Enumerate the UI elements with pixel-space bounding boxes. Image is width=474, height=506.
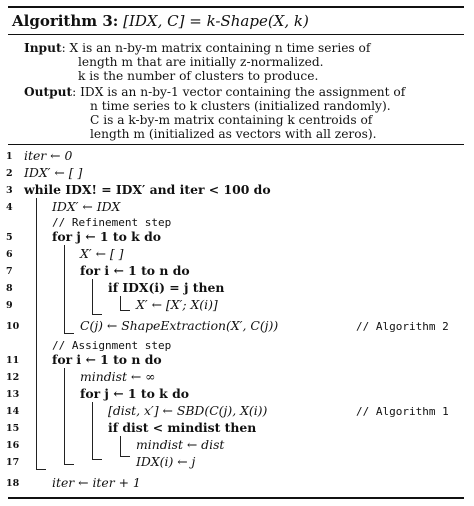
line-number-18: 18 (6, 478, 20, 489)
code-line-18: iter ← iter + 1 (52, 475, 141, 490)
if-dist-end (120, 456, 130, 457)
line-number-13: 13 (6, 389, 20, 400)
line-number-2: 2 (6, 168, 13, 179)
line-number-3: 3 (6, 185, 13, 196)
code-line-16: mindist ← dist (136, 437, 225, 452)
line-number-9: 9 (6, 300, 13, 311)
code-line-10: C(j) ← ShapeExtraction(X′, C(j)) (80, 318, 279, 333)
input-line-2: length m that are initially z-normalized. (78, 55, 324, 69)
comment-refinement: // Refinement step (52, 216, 172, 229)
code-line-1: iter ← 0 (24, 148, 73, 163)
for-j-refinement-line (64, 245, 65, 333)
line-number-5: 5 (6, 232, 13, 243)
line-number-4: 4 (6, 202, 13, 213)
output-line-4: length m (initialized as vectors with all zeros). (90, 127, 377, 141)
bottom-rule (8, 497, 464, 499)
if-idx-end (120, 310, 130, 311)
line-number-17: 17 (6, 457, 20, 468)
output-line-3: C is a k-by-m matrix containing k centroids of (90, 113, 373, 127)
input-line-1: : X is an n-by-m matrix containing n time series of (61, 41, 371, 55)
code-line-9: X′ ← [X′; X(i)] (136, 297, 218, 312)
for-j-assignment-line (92, 402, 93, 459)
comment-algorithm-1: // Algorithm 1 (356, 405, 449, 418)
output-line-2: n time series to k clusters (initialized randomly). (90, 99, 391, 113)
line-number-11: 11 (6, 355, 20, 366)
code-line-14: [dist, x′] ← SBD(C(j), X(i)) (108, 403, 268, 418)
for-i-inner-end (92, 314, 102, 315)
code-line-3: while IDX! = IDX′ and iter < 100 do (24, 182, 271, 197)
line-number-12: 12 (6, 372, 20, 383)
comment-algorithm-2: // Algorithm 2 (356, 320, 449, 333)
line-number-14: 14 (6, 406, 20, 417)
header-rule (8, 144, 464, 145)
line-number-6: 6 (6, 249, 13, 260)
line-number-1: 1 (6, 151, 13, 162)
input-line-3: k is the number of clusters to produce. (78, 69, 319, 83)
for-j-refinement-end (64, 333, 74, 334)
comment-assignment: // Assignment step (52, 339, 172, 352)
input-header (24, 41, 370, 55)
title-rule (8, 34, 464, 35)
for-j-assignment-end (92, 459, 102, 460)
while-block-end (36, 469, 46, 470)
line-number-16: 16 (6, 440, 20, 451)
code-line-11: for i ← 1 to n do (52, 352, 162, 367)
algorithm-signature: [IDX, C] = k-Shape(X, k) (123, 12, 309, 30)
while-block-line (36, 198, 37, 469)
line-number-10: 10 (6, 321, 20, 332)
if-dist-line (120, 436, 121, 456)
code-line-15: if dist < mindist then (108, 420, 257, 435)
line-number-7: 7 (6, 266, 13, 277)
code-line-4: IDX′ ← IDX (52, 199, 121, 214)
code-line-12: mindist ← ∞ (80, 369, 156, 384)
for-i-assignment-line (64, 368, 65, 464)
output-label: Output (24, 85, 73, 99)
code-line-7: for i ← 1 to n do (80, 263, 190, 278)
code-line-5: for j ← 1 to k do (52, 229, 161, 244)
code-line-13: for j ← 1 to k do (80, 386, 189, 401)
line-number-15: 15 (6, 423, 20, 434)
top-rule (8, 6, 464, 8)
output-line-1: : IDX is an n-by-1 vector containing the assignment of (72, 85, 406, 99)
input-label: Input (24, 41, 62, 55)
if-idx-line (120, 296, 121, 310)
algorithm-label: Algorithm 3: (12, 12, 119, 30)
for-i-inner-line (92, 279, 93, 314)
algorithm-title (12, 12, 309, 30)
output-header (24, 85, 405, 99)
code-line-6: X′ ← [ ] (80, 246, 124, 261)
code-line-8: if IDX(i) = j then (108, 280, 225, 295)
for-i-assignment-end (64, 464, 74, 465)
code-line-2: IDX′ ← [ ] (24, 165, 83, 180)
line-number-8: 8 (6, 283, 13, 294)
code-line-17: IDX(i) ← j (136, 454, 196, 469)
